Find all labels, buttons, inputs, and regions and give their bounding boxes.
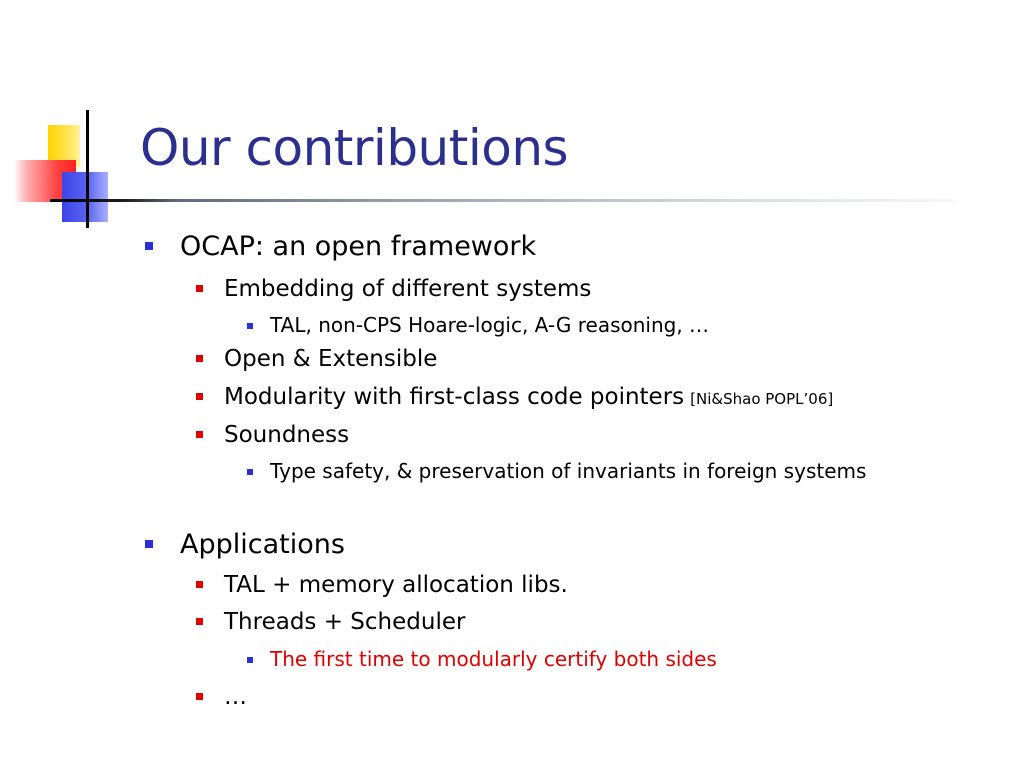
blue-square-decoration: [62, 172, 108, 222]
corner-logo-graphic: [0, 0, 140, 240]
list-item: [196, 609, 465, 635]
list-item-text: TAL + memory allocation libs.: [224, 572, 568, 598]
list-item-text: …: [224, 684, 247, 710]
list-item-text: Modularity with first-class code pointers: [224, 384, 685, 410]
list-item-text: TAL, non-CPS Hoare-logic, A-G reasoning, …: [270, 313, 710, 337]
list-item-text: Threads + Scheduler: [224, 609, 466, 635]
slide-title: Our contributions: [140, 119, 569, 177]
bullet-square-icon: [247, 323, 253, 329]
bullet-square-icon: [196, 285, 203, 292]
list-item: [145, 231, 536, 262]
title-underline-rule: [50, 199, 955, 202]
list-item: [196, 276, 591, 302]
citation: [Ni&Shao POPL’06]: [690, 390, 834, 408]
list-item-text: The first time to modularly certify both sides: [270, 647, 717, 671]
list-item-text: Embedding of different systems: [224, 276, 592, 302]
list-item-text: Soundness: [224, 422, 350, 448]
bullet-square-icon: [196, 693, 203, 700]
list-item: [196, 384, 833, 410]
list-item-text: Open & Extensible: [224, 346, 438, 372]
list-item: [145, 529, 345, 560]
bullet-square-icon: [196, 393, 203, 400]
list-item: [196, 422, 349, 448]
vertical-rule-decoration: [86, 110, 89, 228]
list-item: [196, 572, 568, 598]
list-item: [196, 346, 437, 372]
bullet-square-icon: [196, 618, 203, 625]
bullet-square-icon: [196, 431, 203, 438]
list-item-text: Type safety, & preservation of invariants in foreign systems: [270, 459, 867, 483]
bullet-square-icon: [196, 581, 203, 588]
bullet-square-icon: [145, 540, 153, 548]
list-item: [247, 313, 709, 337]
bullet-square-icon: [247, 657, 253, 663]
bullet-square-icon: [196, 355, 203, 362]
bullet-square-icon: [145, 242, 153, 250]
list-item-text: OCAP: an open framework: [180, 231, 537, 262]
bullet-square-icon: [247, 469, 253, 475]
list-item: [247, 459, 866, 483]
list-item: [196, 684, 247, 710]
list-item-text: Applications: [180, 529, 345, 560]
list-item: [247, 647, 717, 671]
